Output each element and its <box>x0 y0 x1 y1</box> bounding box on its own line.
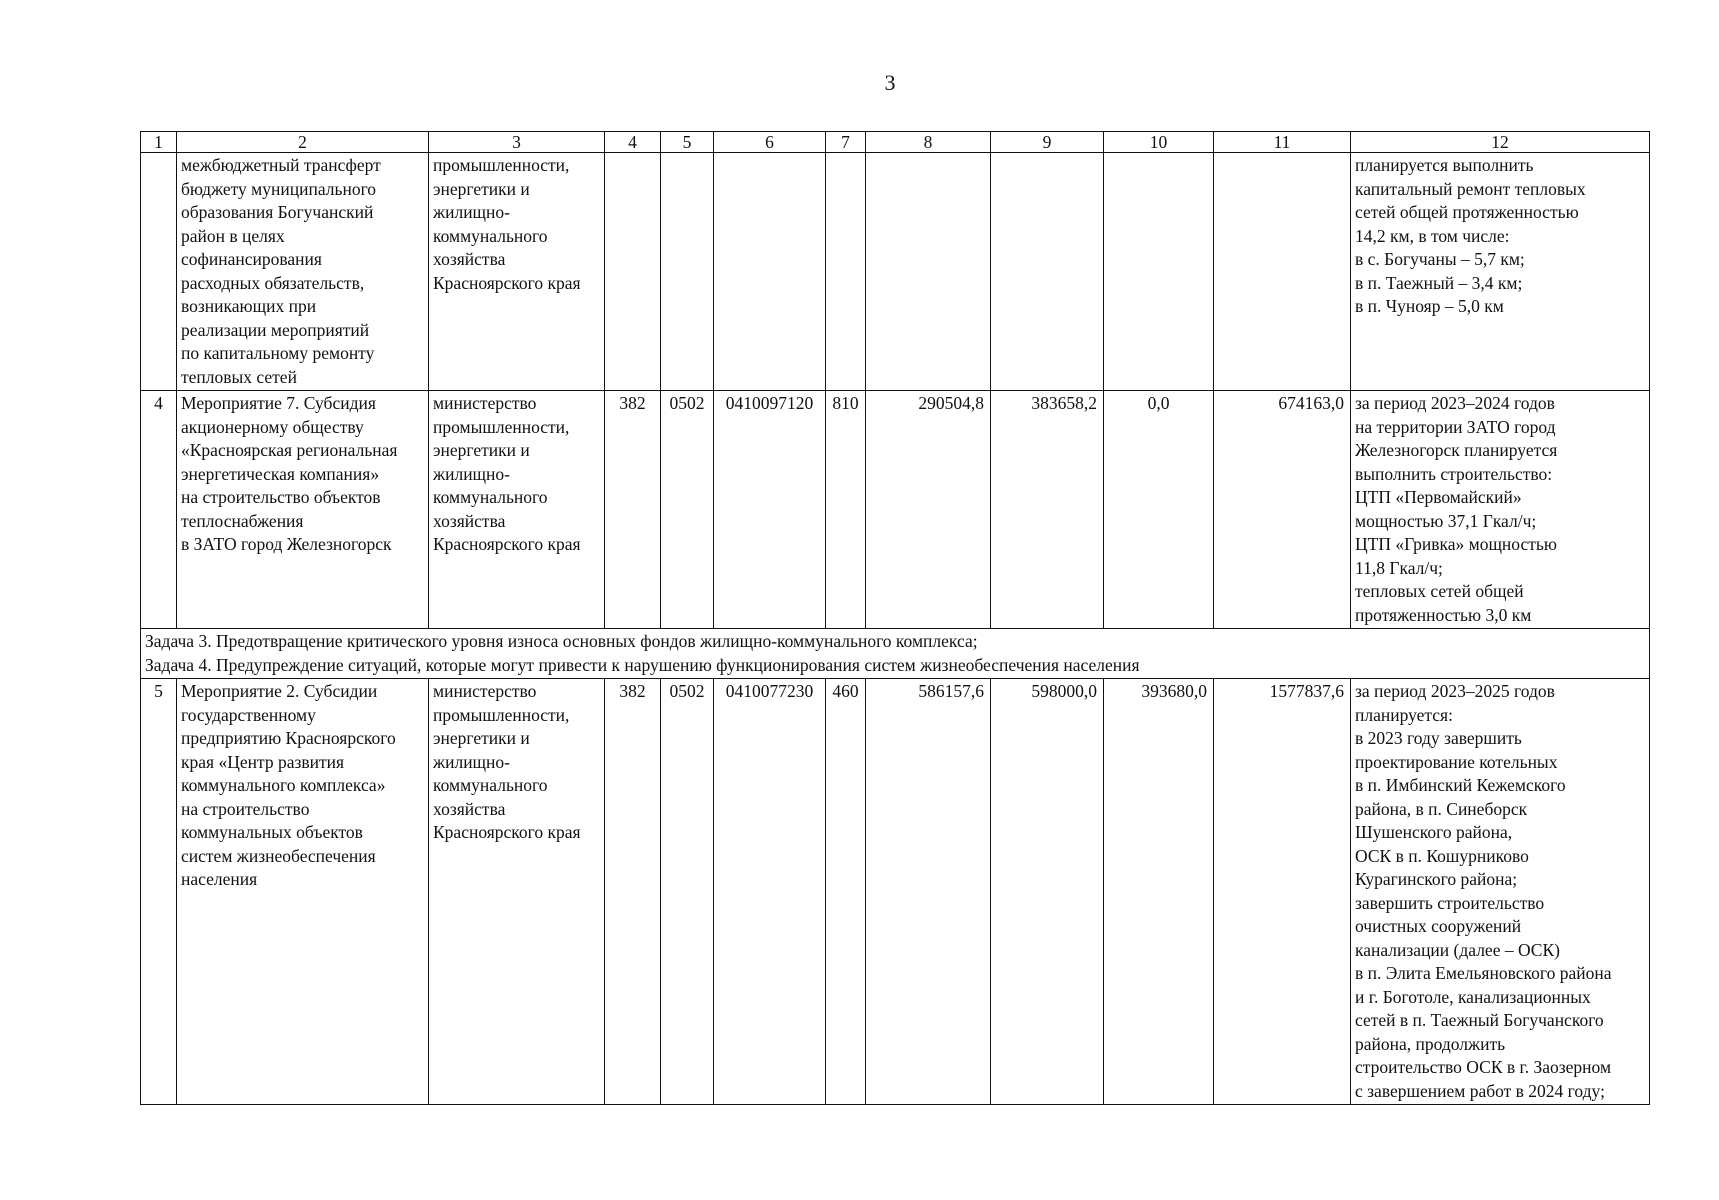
column-header: 2 <box>177 132 429 153</box>
cell-section <box>661 153 714 391</box>
table-row <box>141 679 1650 1105</box>
task-description: Задача 3. Предотвращение критического уровня износа основных фондов жилищно-коммунального комплекса; Задача 4. Предупреждение ситуаций, которые могут привести к нарушению функционирования систем жизнеобеспечения населения <box>141 629 1650 679</box>
cell-amount-3: 393680,0 <box>1104 679 1214 1105</box>
row-number: 4 <box>141 391 177 629</box>
cell-amount-3: 0,0 <box>1104 391 1214 629</box>
result-cell: планируется выполнить капитальный ремонт тепловых сетей общей протяженностью 14,2 км, в том числе: в с. Богучаны – 5,7 км; в п. Таежный – 3,4 км; в п. Чунояр – 5,0 км <box>1351 153 1650 391</box>
cell-section: 0502 <box>661 679 714 1105</box>
activity-cell: Мероприятие 2. Субсидии государственному предприятию Красноярского края «Центр развития коммунального комплекса» на строительство коммунальных объектов систем жизнеобеспечения населения <box>177 679 429 1105</box>
agency-cell: министерство промышленности, энергетики и жилищно- коммунального хозяйства Красноярского края <box>429 679 605 1105</box>
row-number <box>141 153 177 391</box>
column-header: 10 <box>1104 132 1214 153</box>
activity-cell: межбюджетный трансферт бюджету муниципального образования Богучанский район в целях софинансирования расходных обязательств, возникающих при реализации мероприятий по капитальному ремонту тепловых сетей <box>177 153 429 391</box>
table-row <box>141 391 1650 629</box>
cell-target-article: 0410097120 <box>714 391 826 629</box>
cell-grbs: 382 <box>605 391 661 629</box>
cell-total: 674163,0 <box>1214 391 1351 629</box>
column-header: 8 <box>866 132 991 153</box>
cell-amount-1 <box>866 153 991 391</box>
column-header: 4 <box>605 132 661 153</box>
result-cell: за период 2023–2025 годов планируется: в 2023 году завершить проектирование котельных в п. Имбинский Кежемского района, в п. Синеборск Шушенского района, ОСК в п. Кошурниково Курагинского района; завершить строительство очистных сооружений канализации (далее – ОСК) в п. Элита Емельяновского района и г. Боготоле, канализационных сетей в п. Таежный Богучанского района, продолжить строительство ОСК в г. Заозерном с завершением работ в 2024 году; <box>1351 679 1650 1105</box>
cell-grbs <box>605 153 661 391</box>
column-header: 11 <box>1214 132 1351 153</box>
cell-amount-2: 383658,2 <box>991 391 1104 629</box>
cell-expense-type: 810 <box>826 391 866 629</box>
header-row <box>141 132 1650 153</box>
column-header: 5 <box>661 132 714 153</box>
activity-cell: Мероприятие 7. Субсидия акционерному обществу «Красноярская региональная энергетическая компания» на строительство объектов теплоснабжения в ЗАТО город Железногорск <box>177 391 429 629</box>
column-header: 6 <box>714 132 826 153</box>
cell-amount-2 <box>991 153 1104 391</box>
cell-amount-1: 586157,6 <box>866 679 991 1105</box>
page-number: 3 <box>884 70 896 95</box>
cell-total <box>1214 153 1351 391</box>
column-header: 9 <box>991 132 1104 153</box>
cell-amount-3 <box>1104 153 1214 391</box>
cell-target-article: 0410077230 <box>714 679 826 1105</box>
cell-section: 0502 <box>661 391 714 629</box>
cell-expense-type: 460 <box>826 679 866 1105</box>
column-header: 1 <box>141 132 177 153</box>
task-row <box>141 629 1650 679</box>
result-cell: за период 2023–2024 годов на территории ЗАТО город Железногорск планируется выполнить строительство: ЦТП «Первомайский» мощностью 37,1 Гкал/ч; ЦТП «Гривка» мощностью 11,8 Гкал/ч; тепловых сетей общей протяженностью 3,0 км <box>1351 391 1650 629</box>
table-row <box>141 153 1650 391</box>
cell-target-article <box>714 153 826 391</box>
column-header: 3 <box>429 132 605 153</box>
budget-table <box>140 131 1650 1105</box>
cell-total: 1577837,6 <box>1214 679 1351 1105</box>
column-header: 7 <box>826 132 866 153</box>
agency-cell: министерство промышленности, энергетики и жилищно- коммунального хозяйства Красноярского края <box>429 391 605 629</box>
row-number: 5 <box>141 679 177 1105</box>
column-header: 12 <box>1351 132 1650 153</box>
agency-cell: промышленности, энергетики и жилищно- коммунального хозяйства Красноярского края <box>429 153 605 391</box>
cell-amount-1: 290504,8 <box>866 391 991 629</box>
cell-amount-2: 598000,0 <box>991 679 1104 1105</box>
cell-expense-type <box>826 153 866 391</box>
cell-grbs: 382 <box>605 679 661 1105</box>
